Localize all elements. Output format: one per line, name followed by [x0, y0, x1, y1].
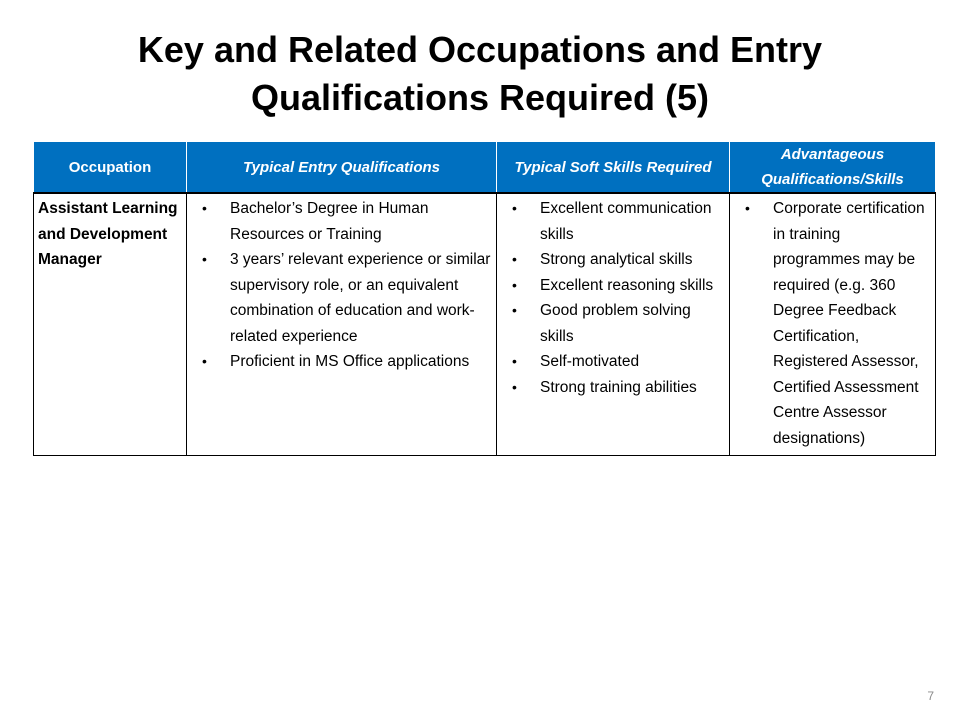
header-occupation: Occupation: [34, 142, 187, 194]
header-advantageous: Advantageous Qualifications/Skills: [730, 142, 936, 194]
list-item: • Bachelor’s Degree in Human Resources or Training: [191, 196, 492, 247]
list-item: • Strong training abilities: [501, 375, 725, 401]
page-title: [40, 26, 920, 122]
page-number: 7: [927, 689, 934, 703]
list-item: • Proficient in MS Office applications: [191, 349, 492, 375]
header-soft-skills: Typical Soft Skills Required: [497, 142, 730, 194]
advantageous-list: [734, 196, 931, 451]
advantageous-cell: [730, 193, 936, 456]
entry-qualifications-list: [191, 196, 492, 375]
occupations-table: [33, 141, 936, 456]
soft-skills-list: [501, 196, 725, 400]
title-line-1: Key and Related Occupations and Entry: [137, 29, 823, 70]
occupation-cell: Assistant Learning and Development Manager: [34, 193, 187, 456]
list-item: • Good problem solving skills: [501, 298, 725, 349]
table-row: [34, 193, 936, 456]
entry-qualifications-cell: [187, 193, 497, 456]
list-item: • Corporate certification in training programmes may be required (e.g. 360 Degree Feedback Certification, Registered Assessor, Certified Assessment Centre Assessor designations): [734, 196, 931, 451]
list-item: • Excellent reasoning skills: [501, 273, 725, 299]
list-item: • Excellent communication skills: [501, 196, 725, 247]
soft-skills-cell: [497, 193, 730, 456]
table-header-row: [34, 142, 936, 194]
list-item: • Strong analytical skills: [501, 247, 725, 273]
title-line-2: Qualifications Required (5): [250, 77, 710, 118]
list-item: • Self-motivated: [501, 349, 725, 375]
list-item: • 3 years’ relevant experience or similar supervisory role, or an equivalent combination of education and work-related experience: [191, 247, 492, 349]
header-entry-qualifications: Typical Entry Qualifications: [187, 142, 497, 194]
